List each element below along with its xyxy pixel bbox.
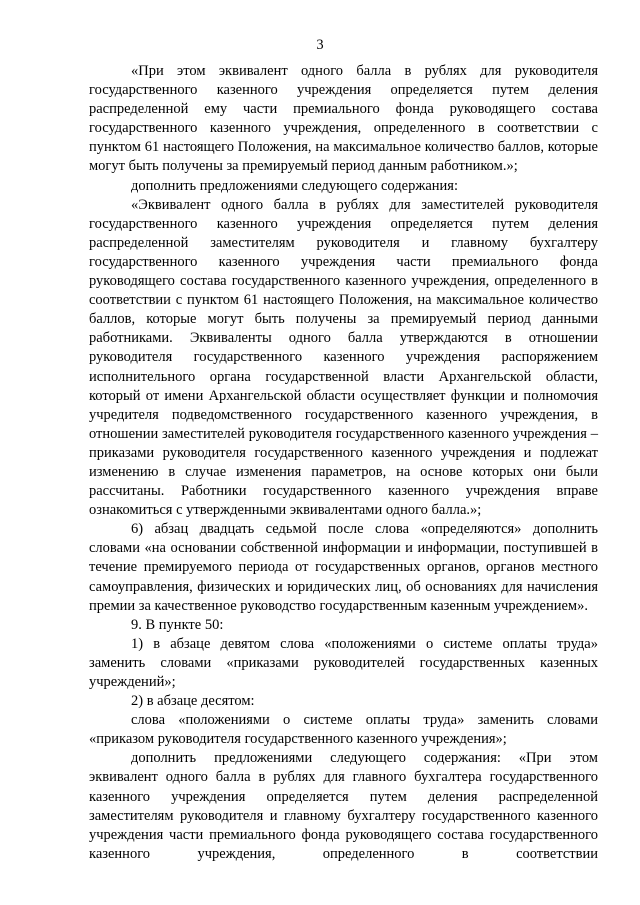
paragraph-1: «При этом эквивалент одного балла в рублях для руководителя государственного казенного учреждения определяется путем деления распределенной ему части премиального фонда руководящего состава государственного казенного учреждения, определенного в соответствии с пунктом 61 настоящего Положения, на максимальное количество баллов, которые могут быть получены за премируемый период данным работником.»; [89, 63, 598, 175]
paragraph-5: 9. В пункте 50: [131, 616, 224, 633]
page-number: 3 [316, 37, 324, 53]
paragraph-3: «Эквивалент одного балла в рублях для заместителей руководителя государственного казенного учреждения определяется путем деления распределенной заместителям руководителя и главному бухгалтеру государственного казенного учреждения части премиального фонда руководящего состава государственного казенного учреждения, определенного в соответствии с пунктом 61 настоящего Положения, на максимальное количество баллов, которые могут быть получены за премируемый период данными работниками. Эквиваленты одного балла утверждаются в отношении руководителя государственного казенного учреждения распоряжением исполнительного органа государственной власти Архангельской области, который от имени Архангельской области осуществляет функции и полномочия учредителя подведомственного государственного казенного учреждения, в отношении заместителей руководителя государственного казенного учреждения – приказами руководителя государственного казенного учреждения и подлежат изменению в случае изменения параметров, на основе которых они были рассчитаны. Работники государственного казенного учреждения вправе ознакомиться с утвержденными эквивалентами одного балла.»; [89, 196, 598, 519]
document-body [89, 62, 598, 864]
paragraph-7: 2) в абзаце десятом: [131, 693, 255, 710]
paragraph-9: дополнить предложениями следующего содержания: «При этом эквивалент одного балла в рублях для главного бухгалтера государственного казенного учреждения определяется путем деления распределенной заместителям руководителя и главному бухгалтеру государственного казенного учреждения части премиального фонда руководящего состава государственного казенного учреждения, определенного в соответствии [89, 750, 598, 862]
paragraph-6: 1) в абзаце девятом слова «положениями о системе оплаты труда» заменить словами «приказами руководителей государственных казенных учреждений»; [89, 635, 598, 690]
paragraph-8: слова «положениями о системе оплаты труда» заменить словами «приказом руководителя государственного казенного учреждения»; [89, 712, 598, 748]
paragraph-2: дополнить предложениями следующего содержания: [131, 177, 458, 194]
paragraph-4: 6) абзац двадцать седьмой после слова «определяются» дополнить словами «на основании собственной информации и информации, поступившей в течение премируемого периода от государственных органов, органов местного самоуправления, физических и юридических лиц, об основаниях для начисления премии за качественное руководство государственным казенным учреждением». [89, 521, 598, 614]
